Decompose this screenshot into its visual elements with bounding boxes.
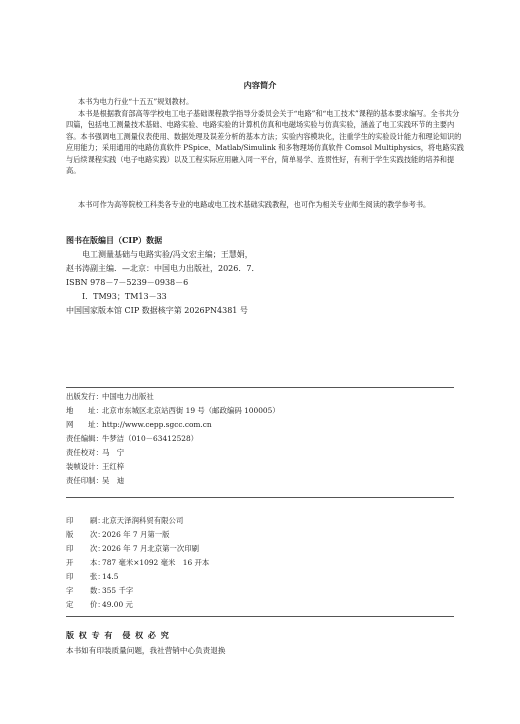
printing-key: 开 xyxy=(66,558,74,567)
publisher-value: 王红梓 xyxy=(102,462,125,471)
printing-key: 刷： xyxy=(90,516,105,525)
publisher-key: 出版发行： xyxy=(66,392,103,401)
publisher-value: 中国电力出版社 xyxy=(102,392,154,401)
publisher-row xyxy=(66,418,212,431)
publisher-row xyxy=(66,404,280,417)
divider-bottom xyxy=(66,616,454,617)
printing-value: 北京天泽润科贸有限公司 xyxy=(102,516,184,525)
printing-value: 2026 年 7 月第一版 xyxy=(102,530,170,539)
publisher-key: 责任编辑： xyxy=(66,434,103,443)
printing-key: 价： xyxy=(90,600,105,609)
publisher-row xyxy=(66,474,124,487)
cip-line: ISBN 978－7－5239－0938－6 xyxy=(66,278,189,287)
publisher-key: 装帧设计： xyxy=(66,462,103,471)
printing-key: 印 xyxy=(66,572,74,581)
publisher-row xyxy=(66,390,154,403)
intro-paragraph-2: 本书是根据教育部高等学校电工电子基础课程教学指导分委员会关于“电路”和“电工技术”课程的基本要求编写。全书共分四篇，包括电工测量技术基础、电路实验、电路实验的计算机仿真和电磁场实验与仿真实验，涵盖了电工实践环节的主要内容。本书强调电工测量仪表使用、数据处理及误差分析的基本方法；实验内容模块化，注重学生的实验设计能力和理论知识的应用能力；采用通用的电路仿真软件 PSpice、Matlab/Simulink 和多物理场仿真软件 Comsol Multiphysics，将电路实践与后续课程实践（电子电路实践）以及工程实际应用融入同一平台，简单易学、连贯性好，有利于学生实践技能的培养和提高。 xyxy=(66,109,464,176)
rights-text: 本书如有印装质量问题，我社营销中心负责退换 xyxy=(66,646,226,655)
divider-top xyxy=(66,387,454,388)
printing-row xyxy=(66,542,199,555)
publisher-key: 地 址： xyxy=(66,406,103,415)
publisher-row xyxy=(66,432,198,445)
printing-value: 14.5 xyxy=(102,572,119,581)
printing-key: 次： xyxy=(90,530,105,539)
cip-line: 赵书涛副主编．—北京：中国电力出版社，2026．7． xyxy=(66,264,260,273)
rights-title: 版 权 专 有 侵 权 必 究 xyxy=(66,630,170,640)
publisher-row xyxy=(66,460,124,473)
publisher-value: 牛梦洁（010－63412528） xyxy=(102,434,199,443)
printing-row xyxy=(66,570,118,583)
printing-key: 次： xyxy=(90,544,105,553)
publisher-value: 吴 迪 xyxy=(102,476,125,485)
printing-key: 本： xyxy=(90,558,105,567)
cip-line: 中国国家版本馆 CIP 数据核字第 2026PN4381 号 xyxy=(66,306,248,315)
cip-line: Ⅰ．TM93；TM13－33 xyxy=(82,292,167,301)
publisher-value: 马 宁 xyxy=(102,448,125,457)
intro-paragraph-3: 本书可作为高等院校工科类各专业的电路或电工技术基础实践教程，也可作为相关专业师生阅读的教学参考书。 xyxy=(78,200,431,209)
divider-middle xyxy=(66,497,454,498)
cip-line: 电工测量基础与电路实验/冯文宏主编；王慧娟， xyxy=(82,250,253,259)
printing-row xyxy=(66,584,133,597)
printing-key: 张： xyxy=(90,572,105,581)
printing-row xyxy=(66,528,170,541)
publisher-value: 北京市东城区北京站西街 19 号（邮政编码 100005） xyxy=(102,406,280,415)
printing-value: 2026 年 7 月北京第一次印刷 xyxy=(102,544,200,553)
printing-key: 版 xyxy=(66,530,74,539)
printing-value: 787 毫米×1092 毫米 16 开本 xyxy=(102,558,210,567)
printing-key: 印 xyxy=(66,544,74,553)
printing-value: 49.00 元 xyxy=(102,600,133,609)
publisher-value: http://www.cepp.sgcc.com.cn xyxy=(102,420,212,429)
publisher-row xyxy=(66,446,124,459)
printing-key: 字 xyxy=(66,586,74,595)
printing-row xyxy=(66,514,183,527)
publisher-key: 网 址： xyxy=(66,420,103,429)
intro-title: 内容简介 xyxy=(243,80,277,90)
printing-row xyxy=(66,556,209,569)
cip-heading: 图书在版编目（CIP）数据 xyxy=(66,235,163,245)
publisher-key: 责任印制： xyxy=(66,476,103,485)
intro-paragraph-1: 本书为电力行业“十五五”规划教材。 xyxy=(78,97,194,106)
printing-key: 数： xyxy=(90,586,105,595)
publisher-key: 责任校对： xyxy=(66,448,103,457)
printing-key: 定 xyxy=(66,600,74,609)
printing-value: 355 千字 xyxy=(102,586,134,595)
printing-key: 印 xyxy=(66,516,74,525)
printing-row xyxy=(66,598,133,611)
